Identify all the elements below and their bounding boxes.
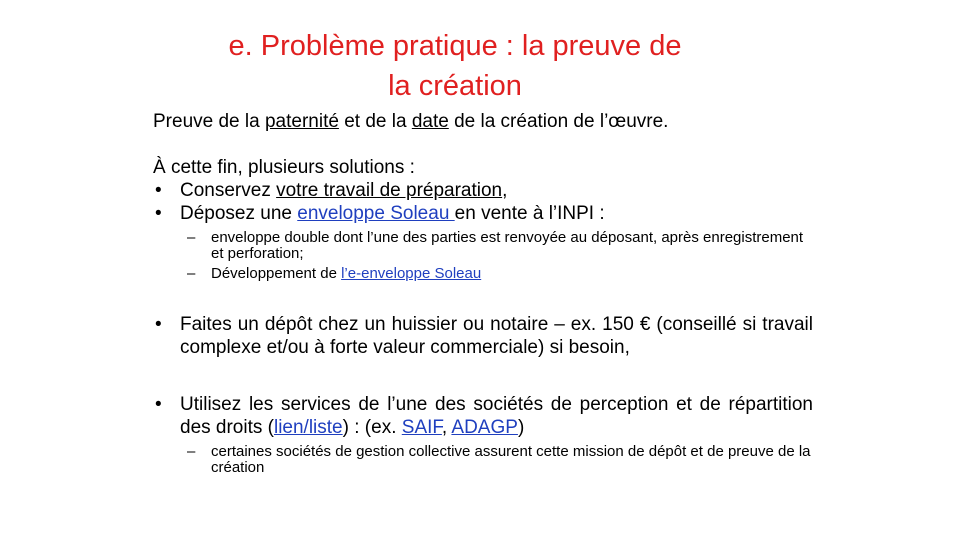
title-line-2: la création xyxy=(388,70,522,102)
bullet4-suffix: ) xyxy=(517,417,525,438)
bullet2-prefix: Déposez une xyxy=(180,203,298,224)
bullet-huissier: • Faites un dépôt chez un huissier ou notaire – ex. 150 € (conseillé si travail complexe et/ou à forte valeur commerciale) si besoin, xyxy=(153,313,813,359)
intro-paternite: paternité xyxy=(264,111,339,132)
bullet2-suffix: en vente à l’INPI : xyxy=(454,203,605,224)
intro-prefix: Preuve de la xyxy=(153,111,265,132)
intro-middle: et de la xyxy=(338,111,412,132)
bullet4-middle: ) : (ex. xyxy=(342,417,402,438)
sub-bullet-e-enveloppe xyxy=(153,266,813,282)
title-line-1: e. Problème pratique : la preuve de xyxy=(228,30,682,62)
slide-content xyxy=(153,110,813,476)
bullet1-underlined: votre travail de préparation xyxy=(276,180,503,201)
bullet-conservez xyxy=(153,179,813,202)
bullet-deposez xyxy=(153,202,813,225)
intro-date: date xyxy=(411,111,449,132)
lien-liste-link[interactable]: lien/liste xyxy=(273,417,343,438)
sub-bullet-enveloppe-double: – enveloppe double dont l’une des parties est renvoyée au déposant, après enregistrement et perforation; xyxy=(153,230,813,262)
bullet4-sep: , xyxy=(441,417,452,438)
e-enveloppe-soleau-link[interactable]: l’e-enveloppe Soleau xyxy=(341,265,482,282)
bullet4-prefix: Utilisez les services de l’une des sociétés de perception et de répartition des droits ( xyxy=(180,394,813,438)
sub2b-prefix: Développement de xyxy=(211,265,342,282)
saif-link[interactable]: SAIF xyxy=(401,417,442,438)
intro-suffix: de la création de l’œuvre. xyxy=(448,111,669,132)
enveloppe-soleau-link[interactable]: enveloppe Soleau xyxy=(297,203,455,224)
sub-bullet-gestion-collective: – certaines sociétés de gestion collective assurent cette mission de dépôt et de preuve de la création xyxy=(153,444,813,476)
solutions-heading: À cette fin, plusieurs solutions : xyxy=(153,157,415,178)
intro-paragraph xyxy=(153,110,813,133)
adagp-link[interactable]: ADAGP xyxy=(451,417,518,438)
bullet1-suffix: , xyxy=(502,180,508,201)
bullet-societes xyxy=(153,393,813,439)
slide-title xyxy=(150,26,760,106)
bullet1-prefix: Conservez xyxy=(180,180,277,201)
